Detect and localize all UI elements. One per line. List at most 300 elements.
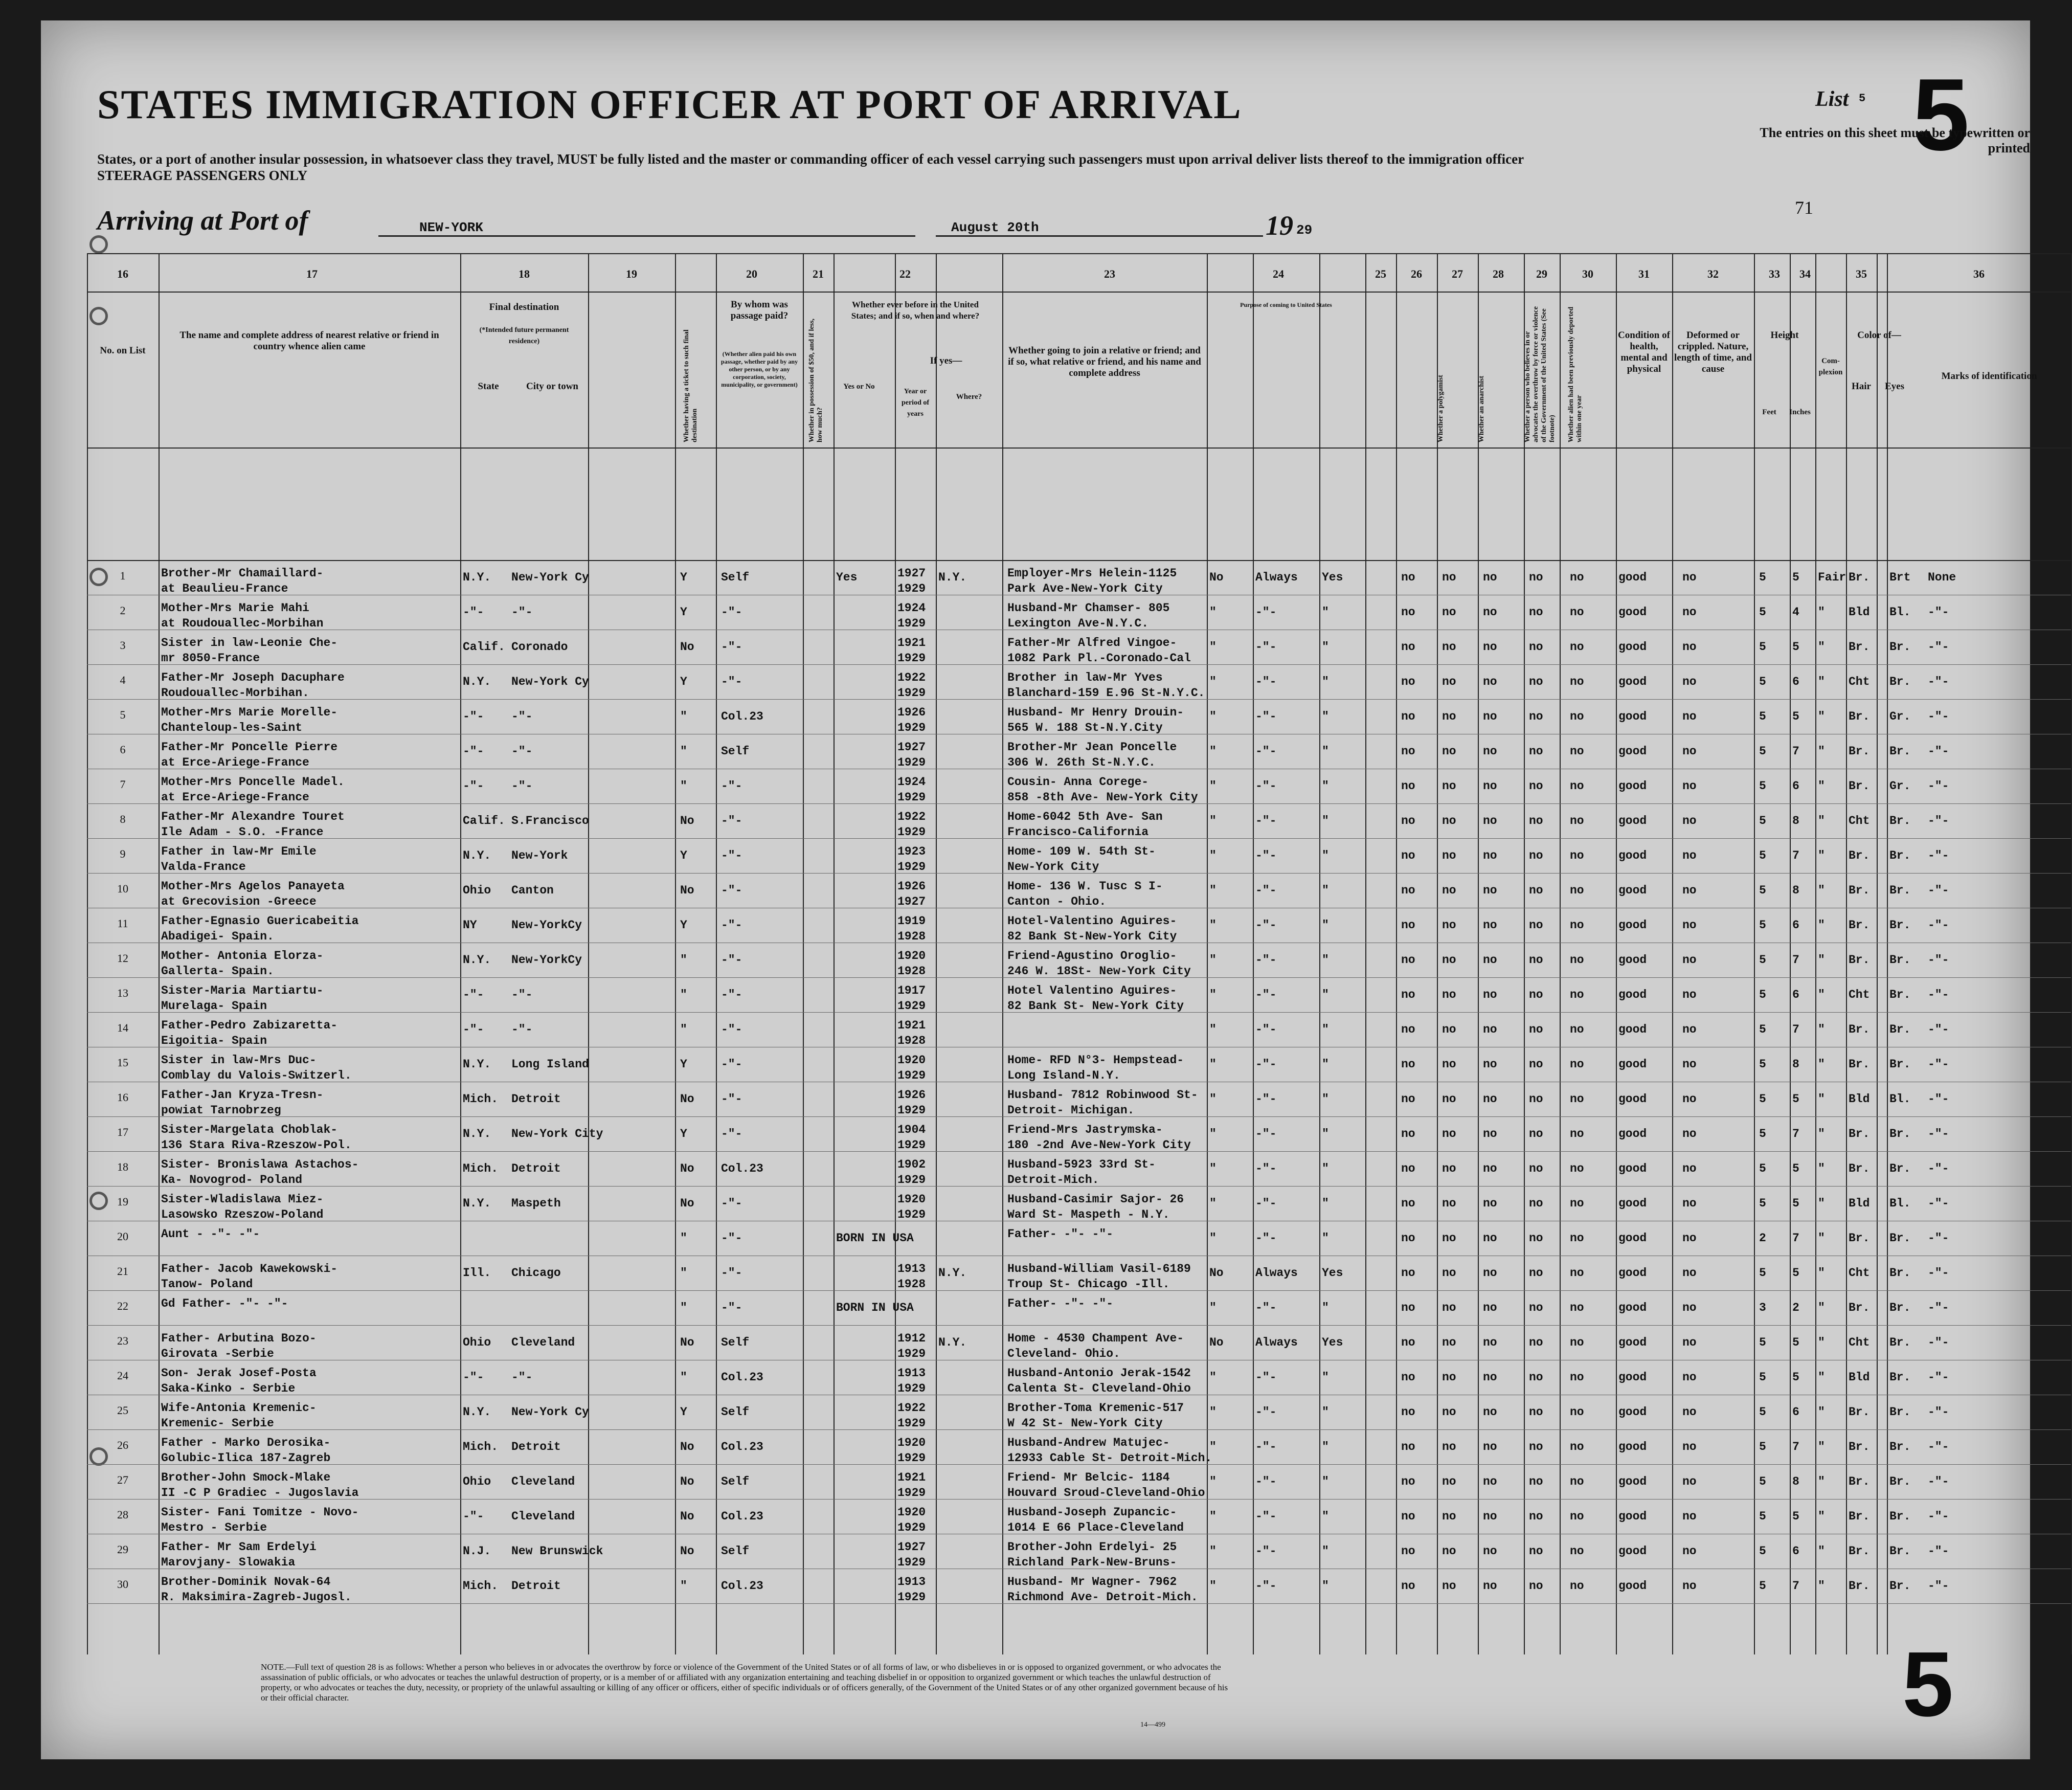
height-inches: 5 — [1792, 1266, 1799, 1280]
question-answer-cell: no — [1570, 1510, 1584, 1523]
year-period-first: 1919 — [897, 914, 926, 928]
complexion-cell: " — [1818, 1371, 1825, 1384]
row-number: 4 — [120, 674, 126, 686]
destination-state: -"- — [463, 988, 484, 1001]
form-number: 14—499 — [1140, 1721, 1165, 1729]
height-inches: 6 — [1792, 1405, 1799, 1419]
height-inches: 5 — [1792, 1162, 1799, 1175]
identification-marks: -"- — [1928, 1405, 1949, 1419]
relative-address-line2: Roudouallec-Morbihan. — [161, 686, 309, 700]
destination-city: Maspeth — [511, 1197, 561, 1210]
big-page-number-bottom: 5 — [1902, 1633, 1954, 1736]
question-answer-cell: no — [1529, 1232, 1543, 1245]
grid-column-line — [936, 253, 937, 1654]
question-answer-cell: no — [1442, 606, 1456, 619]
purpose-cell-3: " — [1322, 710, 1329, 723]
question-answer-cell: no — [1442, 745, 1456, 758]
question-answer-cell: no — [1401, 779, 1415, 793]
header-ticket: Whether having a ticket to such final destination — [683, 329, 699, 442]
height-feet: 5 — [1759, 1579, 1766, 1593]
destination-state: N.Y. — [463, 1405, 491, 1419]
height-feet: 5 — [1759, 884, 1766, 897]
column-number: 23 — [1104, 267, 1115, 280]
question-answer-cell: no — [1483, 675, 1497, 688]
paid-by-cell: -"- — [721, 988, 742, 1001]
year-period-last: 1929 — [897, 617, 926, 630]
ticket-cell: No — [680, 1475, 694, 1488]
identification-marks: -"- — [1928, 779, 1949, 793]
destination-state: N.Y. — [463, 1058, 491, 1071]
year-period-last: 1928 — [897, 1034, 926, 1047]
year-period-last: 1929 — [897, 756, 926, 769]
eye-color: Bl. — [1889, 1197, 1911, 1210]
year-period-first: 1902 — [897, 1158, 926, 1171]
height-inches: 6 — [1792, 675, 1799, 688]
header-relative: The name and complete address of nearest relative or friend in country whence alien came — [179, 330, 439, 352]
joining-address-line1: Cousin- Anna Corege- — [1007, 775, 1149, 789]
question-answer-cell: no — [1483, 884, 1497, 897]
question-answer-cell: no — [1442, 1301, 1456, 1314]
row-number: 30 — [117, 1578, 128, 1591]
complexion-cell: " — [1818, 1545, 1825, 1558]
header-state: State — [478, 381, 499, 392]
purpose-cell-3: " — [1322, 1405, 1329, 1419]
eye-color: Br. — [1889, 1579, 1911, 1593]
eye-color: Br. — [1889, 1023, 1911, 1036]
header-city: City or town — [526, 381, 579, 392]
purpose-cell-2: -"- — [1255, 1371, 1277, 1384]
ticket-cell: " — [680, 1301, 687, 1314]
ticket-cell: Y — [680, 1058, 687, 1071]
health-condition: good — [1618, 1058, 1647, 1071]
question-answer-cell: no — [1529, 1545, 1543, 1558]
complexion-cell: " — [1818, 849, 1825, 862]
health-condition: good — [1618, 745, 1647, 758]
row-number: 22 — [117, 1300, 128, 1312]
hair-color: Br. — [1849, 1058, 1870, 1071]
grid-column-line — [1524, 253, 1525, 1654]
purpose-cell-2: -"- — [1255, 1301, 1277, 1314]
purpose-cell-3: Yes — [1322, 1266, 1343, 1280]
destination-state: N.Y. — [463, 571, 491, 584]
question-answer-cell: no — [1570, 1579, 1584, 1593]
row-number: 7 — [120, 778, 126, 791]
purpose-cell-2: -"- — [1255, 953, 1277, 967]
year-period-last: 1928 — [897, 1278, 926, 1291]
relative-address-line1: Father-Jan Kryza-Tresn- — [161, 1088, 324, 1102]
relative-address-line2: Kremenic- Serbie — [161, 1417, 274, 1430]
column-number: 22 — [899, 267, 911, 280]
sheet-number: 71 — [1795, 197, 1813, 218]
row-number: 10 — [117, 882, 128, 895]
question-answer-cell: no — [1529, 1336, 1543, 1349]
question-answer-cell: no — [1483, 1023, 1497, 1036]
height-inches: 6 — [1792, 1545, 1799, 1558]
question-answer-cell: no — [1483, 1162, 1497, 1175]
grid-column-line — [1319, 253, 1320, 1654]
paid-by-cell: -"- — [721, 675, 742, 688]
eye-color: Br. — [1889, 1336, 1911, 1349]
year-period-first: 1913 — [897, 1367, 926, 1380]
complexion-cell: " — [1818, 1336, 1825, 1349]
year-period-last: 1929 — [897, 686, 926, 700]
relative-address-line1: Father- Mr Sam Erdelyi — [161, 1540, 317, 1554]
purpose-cell-2: -"- — [1255, 1092, 1277, 1106]
hair-color: Bld — [1849, 1371, 1870, 1384]
question-answer-cell: no — [1483, 1440, 1497, 1453]
row-number: 20 — [117, 1230, 128, 1243]
hair-color: Br. — [1849, 1162, 1870, 1175]
joining-address-line2: 180 -2nd Ave-New-York City — [1007, 1138, 1191, 1152]
complexion-cell: " — [1818, 988, 1825, 1001]
height-feet: 5 — [1759, 1162, 1766, 1175]
question-answer-cell: no — [1401, 1440, 1415, 1453]
relative-address-line1: Mother- Antonia Elorza- — [161, 949, 324, 963]
destination-state: Mich. — [463, 1579, 499, 1593]
joining-address-line1: Home- 136 W. Tusc S I- — [1007, 880, 1163, 893]
question-answer-cell: no — [1570, 606, 1584, 619]
question-answer-cell: no — [1570, 1545, 1584, 1558]
purpose-cell-2: -"- — [1255, 1023, 1277, 1036]
purpose-cell-2: -"- — [1255, 1405, 1277, 1419]
ticket-cell: " — [680, 779, 687, 793]
question-answer-cell: no — [1442, 1127, 1456, 1140]
relative-address-line1: Sister-Wladislawa Miez- — [161, 1193, 324, 1206]
relative-address-line2: powiat Tarnobrzeg — [161, 1104, 281, 1117]
ever-before-cell: BORN IN USA — [836, 1232, 914, 1245]
deformed-cell: no — [1682, 814, 1697, 827]
question-answer-cell: no — [1483, 710, 1497, 723]
question-answer-cell: no — [1483, 1197, 1497, 1210]
relative-address-line2: at Beaulieu-France — [161, 582, 288, 595]
joining-address-line2: Lexington Ave-N.Y.C. — [1007, 617, 1149, 630]
destination-city: -"- — [511, 779, 533, 793]
year-period-first: 1921 — [897, 1471, 926, 1484]
deformed-cell: no — [1682, 1127, 1697, 1140]
height-inches: 5 — [1792, 710, 1799, 723]
joining-address-line1: Husband- Mr Henry Drouin- — [1007, 706, 1184, 719]
destination-state: Mich. — [463, 1162, 499, 1175]
joining-address-line1: Brother-Mr Jean Poncelle — [1007, 741, 1177, 754]
height-feet: 5 — [1759, 1475, 1766, 1488]
date-field: August 20th — [936, 220, 1263, 237]
hair-color: Br. — [1849, 1301, 1870, 1314]
relative-address-line2: R. Maksimira-Zagreb-Jugosl. — [161, 1591, 352, 1604]
purpose-cell-1: " — [1209, 1023, 1217, 1036]
eye-color: Br. — [1889, 1162, 1911, 1175]
deformed-cell: no — [1682, 745, 1697, 758]
joining-address-line1: Employer-Mrs Helein-1125 — [1007, 567, 1177, 580]
height-feet: 5 — [1759, 953, 1766, 967]
ticket-cell: No — [680, 1092, 694, 1106]
question-answer-cell: no — [1483, 1232, 1497, 1245]
health-condition: good — [1618, 710, 1647, 723]
joining-address-line1: Husband-Mr Chamser- 805 — [1007, 601, 1170, 615]
destination-city: New-York City — [511, 1127, 603, 1140]
height-inches: 2 — [1792, 1301, 1799, 1314]
binding-hole — [89, 235, 108, 254]
column-number: 25 — [1375, 267, 1386, 280]
destination-city: Cleveland — [511, 1475, 575, 1488]
purpose-cell-1: No — [1209, 1266, 1224, 1280]
header-overthrow: Whether a person who believes in or advocates the overthrow by force or violence of the Government of the United States (See footnote) — [1524, 306, 1556, 442]
deformed-cell: no — [1682, 1232, 1697, 1245]
question-answer-cell: no — [1401, 1058, 1415, 1071]
purpose-cell-1: " — [1209, 814, 1217, 827]
purpose-cell-1: " — [1209, 710, 1217, 723]
eye-color: Br. — [1889, 1058, 1911, 1071]
deformed-cell: no — [1682, 710, 1697, 723]
hair-color: Br. — [1849, 745, 1870, 758]
ticket-cell: No — [680, 1336, 694, 1349]
joining-address-line2: Park Ave-New-York City — [1007, 582, 1163, 595]
header-condition: Condition of health, mental and physical — [1618, 330, 1670, 374]
complexion-cell: " — [1818, 1127, 1825, 1140]
purpose-cell-3: " — [1322, 1127, 1329, 1140]
question-answer-cell: no — [1570, 1336, 1584, 1349]
joining-address-line2: 246 W. 18St- New-York City — [1007, 965, 1191, 978]
where-cell: N.Y. — [938, 571, 967, 584]
height-feet: 5 — [1759, 1092, 1766, 1106]
question-answer-cell: no — [1401, 1405, 1415, 1419]
destination-state: N.J. — [463, 1545, 491, 1558]
relative-address-line2: Saka-Kinko - Serbie — [161, 1382, 296, 1395]
relative-address-line1: Father- Jacob Kawekowski- — [161, 1262, 338, 1276]
purpose-cell-1: " — [1209, 1475, 1217, 1488]
joining-address-line1: Home-6042 5th Ave- San — [1007, 810, 1163, 823]
question-answer-cell: no — [1529, 745, 1543, 758]
complexion-cell: " — [1818, 814, 1825, 827]
hair-color: Br. — [1849, 1579, 1870, 1593]
row-number: 26 — [117, 1439, 128, 1451]
purpose-cell-2: -"- — [1255, 988, 1277, 1001]
question-answer-cell: no — [1483, 1092, 1497, 1106]
destination-city: Coronado — [511, 640, 568, 654]
joining-address-line1: Home- 109 W. 54th St- — [1007, 845, 1156, 858]
hair-color: Br. — [1849, 1545, 1870, 1558]
row-number: 12 — [117, 952, 128, 965]
header-marks: Marks of identification — [1941, 371, 2037, 382]
grid-column-line — [87, 253, 88, 1654]
question-answer-cell: no — [1442, 1405, 1456, 1419]
grid-row-line — [87, 560, 2071, 561]
health-condition: good — [1618, 1092, 1647, 1106]
relative-address-line2: Girovata -Serbie — [161, 1347, 274, 1360]
height-inches: 6 — [1792, 919, 1799, 932]
relative-address-line1: Gd Father- -"- -"- — [161, 1297, 288, 1310]
year-period-last: 1928 — [897, 965, 926, 978]
destination-city: -"- — [511, 1371, 533, 1384]
year-period-first: 1921 — [897, 1019, 926, 1032]
purpose-cell-2: -"- — [1255, 1127, 1277, 1140]
paid-by-cell: -"- — [721, 1127, 742, 1140]
height-feet: 5 — [1759, 1127, 1766, 1140]
grid-row-line — [87, 292, 2071, 293]
ticket-cell: " — [680, 1023, 687, 1036]
grid-column-line — [1846, 253, 1847, 1654]
question-answer-cell: no — [1483, 571, 1497, 584]
eye-color: Br. — [1889, 1475, 1911, 1488]
height-inches: 8 — [1792, 884, 1799, 897]
page-subtitle: States, or a port of another insular possession, in whatsoever class they travel, MUST be fully listed and the master or commanding officer of each vessel carrying such passengers must upon arrival deliver lists thereof to the immigration officer STEERAGE PASSENGERS ONLY — [97, 151, 1524, 183]
identification-marks: -"- — [1928, 1162, 1949, 1175]
grid-column-line — [1672, 253, 1673, 1654]
question-answer-cell: no — [1570, 779, 1584, 793]
year-period-first: 1920 — [897, 1436, 926, 1449]
port-field: NEW-YORK — [378, 220, 915, 237]
eye-color: Br. — [1889, 675, 1911, 688]
relative-address-line1: Brother-Mr Chamaillard- — [161, 567, 324, 580]
relative-address-line1: Sister- Fani Tomitze - Novo- — [161, 1506, 359, 1519]
question-answer-cell: no — [1442, 988, 1456, 1001]
hair-color: Cht — [1849, 814, 1870, 827]
purpose-cell-3: " — [1322, 1023, 1329, 1036]
question-answer-cell: no — [1483, 988, 1497, 1001]
destination-city: New-York Cy — [511, 1405, 589, 1419]
eye-color: Br. — [1889, 745, 1911, 758]
joining-address-line2: 565 W. 188 St-N.Y.City — [1007, 721, 1163, 734]
deformed-cell: no — [1682, 953, 1697, 967]
destination-state: Mich. — [463, 1440, 499, 1453]
joining-address-line2: 1082 Park Pl.-Coronado-Cal — [1007, 652, 1191, 665]
ticket-cell: No — [680, 814, 694, 827]
question-answer-cell: no — [1529, 606, 1543, 619]
complexion-cell: " — [1818, 779, 1825, 793]
question-answer-cell: no — [1401, 1232, 1415, 1245]
height-feet: 5 — [1759, 606, 1766, 619]
eye-color: Gr. — [1889, 779, 1911, 793]
identification-marks: -"- — [1928, 1475, 1949, 1488]
entries-note: The entries on this sheet must be typewritten or printed — [1760, 125, 2030, 155]
column-number: 16 — [117, 267, 128, 280]
purpose-cell-1: " — [1209, 1301, 1217, 1314]
question-answer-cell: no — [1529, 1092, 1543, 1106]
question-answer-cell: no — [1401, 988, 1415, 1001]
eye-color: Br. — [1889, 640, 1911, 654]
paid-by-cell: Self — [721, 1545, 750, 1558]
row-number: 27 — [117, 1473, 128, 1486]
year-period-first: 1912 — [897, 1332, 926, 1345]
question-answer-cell: no — [1529, 1440, 1543, 1453]
question-answer-cell: no — [1529, 779, 1543, 793]
relative-address-line2: Tanow- Poland — [161, 1278, 253, 1291]
deformed-cell: no — [1682, 1579, 1697, 1593]
deformed-cell: no — [1682, 1545, 1697, 1558]
purpose-cell-1: " — [1209, 675, 1217, 688]
paid-by-cell: -"- — [721, 1232, 742, 1245]
deformed-cell: no — [1682, 1092, 1697, 1106]
destination-city: New-York — [511, 849, 568, 862]
eye-color: Br. — [1889, 1371, 1911, 1384]
purpose-cell-3: " — [1322, 1579, 1329, 1593]
identification-marks: -"- — [1928, 1058, 1949, 1071]
year-period-last: 1928 — [897, 930, 926, 943]
header-hair: Hair — [1852, 381, 1871, 392]
height-inches: 5 — [1792, 1092, 1799, 1106]
eye-color: Br. — [1889, 1232, 1911, 1245]
ticket-cell: Y — [680, 919, 687, 932]
purpose-cell-3: " — [1322, 884, 1329, 897]
year-period-first: 1927 — [897, 567, 926, 580]
relative-address-line1: Mother-Mrs Poncelle Madel. — [161, 775, 345, 789]
year-period-last: 1929 — [897, 1104, 926, 1117]
grid-column-line — [1253, 253, 1254, 1654]
purpose-cell-2: -"- — [1255, 710, 1277, 723]
grid-column-line — [1754, 253, 1755, 1654]
relative-address-line2: Chanteloup-les-Saint — [161, 721, 303, 734]
question-answer-cell: no — [1529, 1405, 1543, 1419]
purpose-cell-2: -"- — [1255, 1232, 1277, 1245]
question-answer-cell: no — [1401, 1545, 1415, 1558]
joining-address-line2: Ward St- Maspeth - N.Y. — [1007, 1208, 1170, 1221]
deformed-cell: no — [1682, 1371, 1697, 1384]
row-number: 1 — [120, 569, 126, 582]
question-answer-cell: no — [1570, 1232, 1584, 1245]
purpose-cell-3: " — [1322, 919, 1329, 932]
deformed-cell: no — [1682, 1197, 1697, 1210]
height-feet: 5 — [1759, 1197, 1766, 1210]
relative-address-line1: Mother-Mrs Marie Mahi — [161, 601, 309, 615]
destination-state: Ohio — [463, 1336, 491, 1349]
question-answer-cell: no — [1570, 953, 1584, 967]
question-answer-cell: no — [1401, 1510, 1415, 1523]
question-answer-cell: no — [1401, 1475, 1415, 1488]
relative-address-line1: Father-Mr Alexandre Touret — [161, 810, 345, 823]
destination-city: Detroit — [511, 1440, 561, 1453]
purpose-cell-2: -"- — [1255, 1440, 1277, 1453]
health-condition: good — [1618, 1336, 1647, 1349]
grid-column-line — [1478, 253, 1479, 1654]
identification-marks: -"- — [1928, 1301, 1949, 1314]
question-answer-cell: no — [1529, 1127, 1543, 1140]
purpose-cell-3: " — [1322, 1545, 1329, 1558]
destination-state: N.Y. — [463, 849, 491, 862]
height-inches: 7 — [1792, 1232, 1799, 1245]
question-answer-cell: no — [1483, 814, 1497, 827]
joining-address-line2: Canton - Ohio. — [1007, 895, 1107, 908]
relative-address-line1: Father-Mr Poncelle Pierre — [161, 741, 338, 754]
relative-address-line2: 136 Stara Riva-Rzeszow-Pol. — [161, 1138, 352, 1152]
question-answer-cell: no — [1401, 1371, 1415, 1384]
question-answer-cell: no — [1529, 1510, 1543, 1523]
question-answer-cell: no — [1483, 953, 1497, 967]
relative-address-line2: Murelaga- Spain — [161, 999, 267, 1013]
grid-row-line — [87, 253, 2071, 254]
question-answer-cell: no — [1401, 884, 1415, 897]
joining-address-line2: W 42 St- New-York City — [1007, 1417, 1163, 1430]
paid-by-cell: Col.23 — [721, 1579, 763, 1593]
destination-state: NY — [463, 919, 477, 932]
paid-by-cell: -"- — [721, 606, 742, 619]
question-answer-cell: no — [1401, 849, 1415, 862]
purpose-cell-3: " — [1322, 953, 1329, 967]
question-answer-cell: no — [1529, 849, 1543, 862]
steerage-label: STEERAGE PASSENGERS ONLY — [97, 168, 308, 183]
year-period-first: 1927 — [897, 741, 926, 754]
identification-marks: -"- — [1928, 953, 1949, 967]
year-suffix: 29 — [1296, 222, 1313, 238]
destination-city: Detroit — [511, 1579, 561, 1593]
hair-color: Cht — [1849, 1336, 1870, 1349]
grid-column-line — [1207, 253, 1208, 1654]
year-period-first: 1922 — [897, 1401, 926, 1415]
grid-column-line — [895, 253, 896, 1654]
paid-by-cell: Self — [721, 1336, 750, 1349]
purpose-cell-1: " — [1209, 1510, 1217, 1523]
complexion-cell: " — [1818, 1301, 1825, 1314]
relative-address-line2: Valda-France — [161, 860, 246, 874]
question-answer-cell: no — [1442, 953, 1456, 967]
